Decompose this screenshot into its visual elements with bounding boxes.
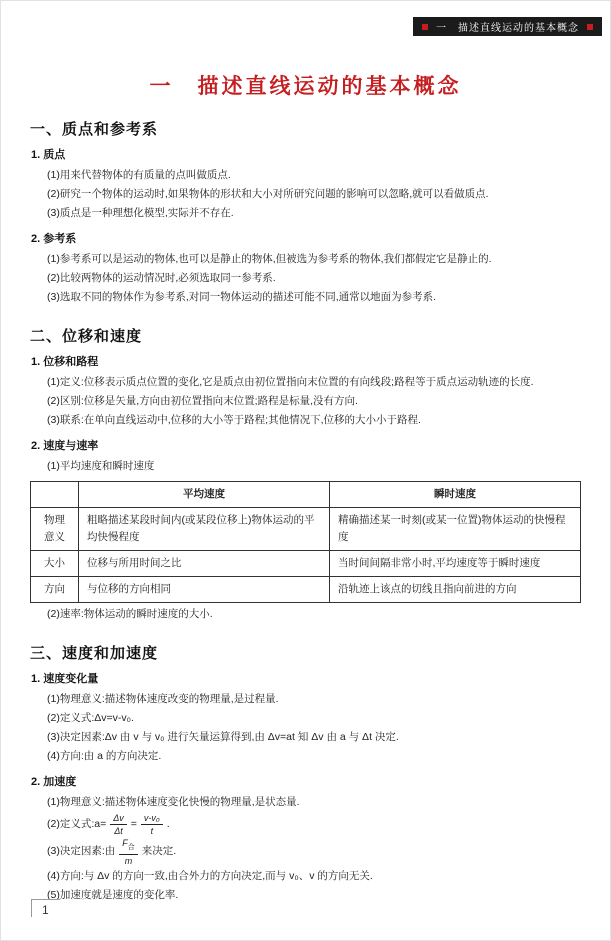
section-heading-1: 一、质点和参考系 <box>30 121 159 138</box>
red-square-icon <box>422 24 428 30</box>
para: (2)区别:位移是矢量,方向由初位置指向末位置;路程是标量,没有方向. <box>47 395 358 407</box>
para: (1)定义:位移表示质点位置的变化,它是质点由初位置指向末位置的有向线段;路程等于质点运动轨迹的长度. <box>47 376 534 388</box>
acceleration-decide-formula <box>47 837 581 867</box>
para: (2)定义式:Δv=v-v₀. <box>47 712 134 724</box>
table-cell: 沿轨迹上该点的切线且指向前进的方向 <box>330 577 581 603</box>
formula-equals: = <box>130 818 137 830</box>
table-header-row <box>31 482 581 508</box>
acceleration-definition-formula <box>47 812 581 837</box>
para: (3)质点是一种理想化模型,实际并不存在. <box>47 207 234 219</box>
table-header-instant: 瞬时速度 <box>330 482 581 508</box>
para: (2)研究一个物体的运动时,如果物体的形状和大小对所研究问题的影响可以忽略,就可以看做质点. <box>47 188 489 200</box>
para: (3)联系:在单向直线运动中,位移的大小等于路程;其他情况下,位移的大小小于路程. <box>47 414 421 426</box>
fraction: $\frac{\Delta v}{\Delta t}$ <box>110 812 127 837</box>
table-row <box>31 551 581 577</box>
section-heading-2: 二、位移和速度 <box>30 328 143 345</box>
para: (1)用来代替物体的有质量的点叫做质点. <box>47 169 231 181</box>
item-title: 2. 速度与速率 <box>31 440 99 452</box>
chapter-header-title: 一 描述直线运动的基本概念 <box>436 23 579 34</box>
table-cell: 当时间间隔非常小时,平均速度等于瞬时速度 <box>330 551 581 577</box>
para: (2)比较两物体的运动情况时,必须选取同一参考系. <box>47 272 276 284</box>
para: (3)决定因素:Δv 由 v 与 v₀ 进行矢量运算得到,由 Δv=at 知 Δv 由 a 与 Δt 决定. <box>47 731 399 743</box>
page-title: 一 描述直线运动的基本概念 <box>149 75 462 98</box>
para: (1)物理意义:描述物体速度变化快慢的物理量,是状态量. <box>47 796 300 808</box>
fraction: $\frac{F_合}{m}$ <box>119 837 138 867</box>
table-row <box>31 577 581 603</box>
para: (1)参考系可以是运动的物体,也可以是静止的物体,但被选为参考系的物体,我们都假定它是静止的. <box>47 253 492 265</box>
para: (1)物理意义:描述物体速度改变的物理量,是过程量. <box>47 693 279 705</box>
item-title: 1. 质点 <box>31 149 66 161</box>
item-title: 1. 速度变化量 <box>31 673 99 685</box>
chapter-header-tab <box>413 17 602 36</box>
velocity-comparison-table <box>30 481 581 603</box>
page-footer <box>31 899 60 919</box>
para: (1)平均速度和瞬时速度 <box>47 460 155 472</box>
item-title: 2. 参考系 <box>31 233 77 245</box>
para: (2)速率:物体运动的瞬时速度的大小. <box>47 608 213 620</box>
para: (4)方向:与 Δv 的方向一致,由合外力的方向决定,而与 v₀、v 的方向无关. <box>47 869 373 882</box>
table-cell: 粗略描述某段时间内(或某段位移上)物体运动的平均快慢程度 <box>79 508 330 551</box>
page-number: 1 <box>31 899 60 917</box>
para: (4)方向:由 a 的方向决定. <box>47 750 162 762</box>
para: (5)加速度就是速度的变化率. <box>47 888 179 901</box>
formula-prefix: (3)决定因素:由 <box>47 845 116 858</box>
table-header-empty <box>31 482 79 508</box>
item-title: 2. 加速度 <box>31 776 77 788</box>
table-cell: 位移与所用时间之比 <box>79 551 330 577</box>
table-row <box>31 508 581 551</box>
formula-suffix: . <box>166 818 170 830</box>
row-label: 物理意义 <box>31 508 79 551</box>
row-label: 大小 <box>31 551 79 577</box>
fraction: $\frac{\text{v-v₀}}{t}$ <box>141 812 163 837</box>
page-content <box>0 118 611 905</box>
section-heading-3: 三、速度和加速度 <box>30 645 159 662</box>
table-cell: 精确描述某一时刻(或某一位置)物体运动的快慢程度 <box>330 508 581 551</box>
red-square-icon <box>587 24 593 30</box>
para: (3)选取不同的物体作为参考系,对同一物体运动的描述可能不同,通常以地面为参考系. <box>47 291 437 303</box>
table-cell: 与位移的方向相同 <box>79 577 330 603</box>
row-label: 方向 <box>31 577 79 603</box>
item-title: 1. 位移和路程 <box>31 356 99 368</box>
formula-suffix: 来决定. <box>141 845 177 858</box>
formula-prefix: (2)定义式:a= <box>47 818 107 830</box>
table-header-average: 平均速度 <box>79 482 330 508</box>
